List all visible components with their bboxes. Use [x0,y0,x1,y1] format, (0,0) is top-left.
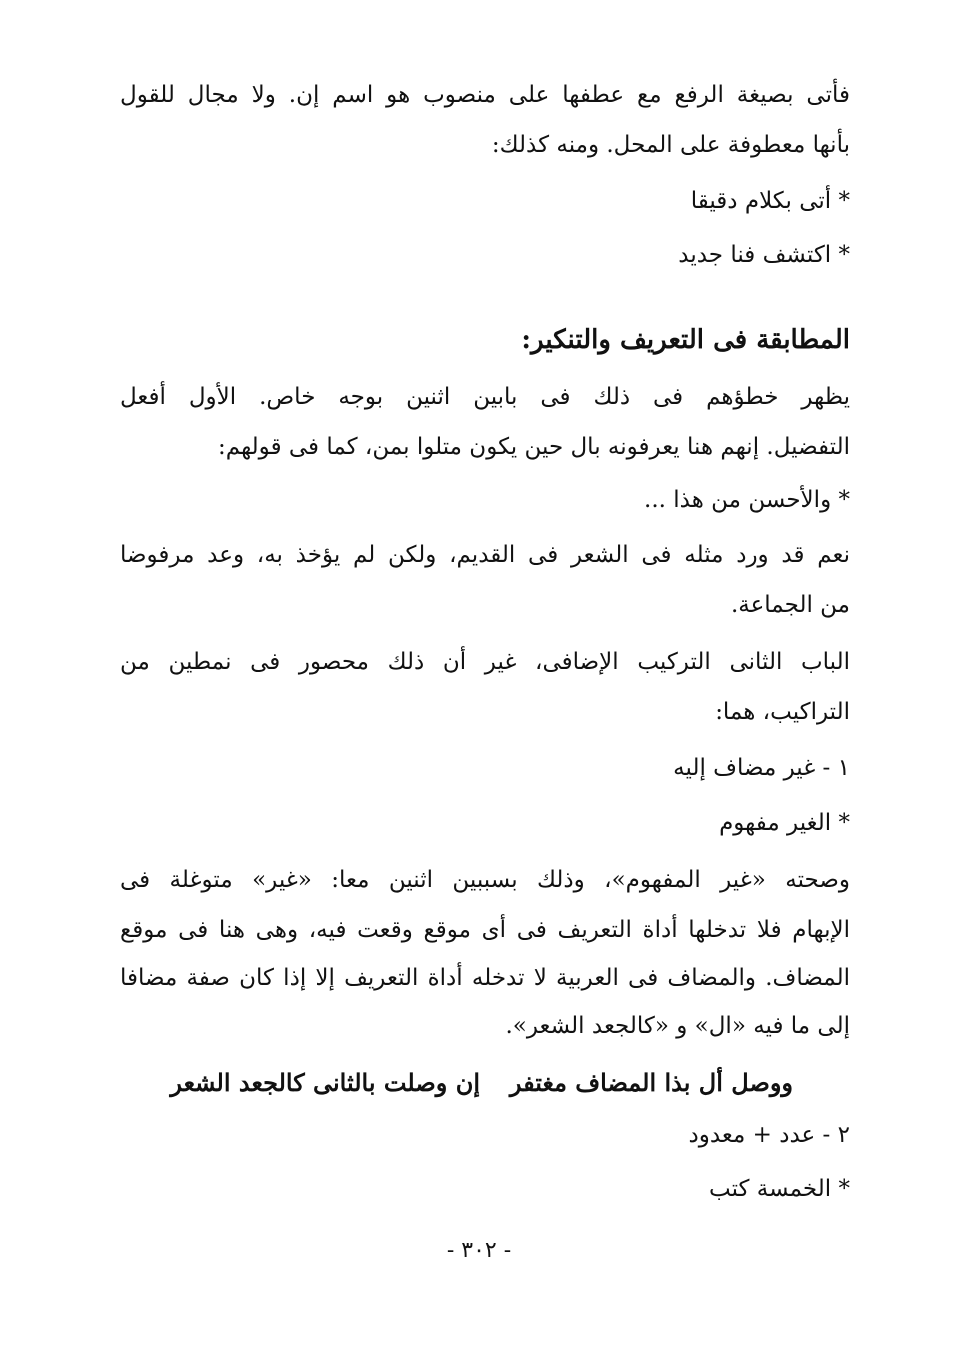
example-item: * الغير مفهوم [719,810,850,836]
verse-first-hemistich: ووصل أل بذا المضاف مغتفر [509,1068,793,1097]
paragraph-line: وصحته «غير المفهوم»، وذلك بسببين اثنين معا: «غير» متوغلة فى [120,867,850,893]
verse-second-hemistich: إن وصلت بالثانى كالجعد الشعر [170,1068,480,1097]
paragraph-line: الباب الثانى التركيب الإضافى، غير أن ذلك محصور فى نمطين من [120,649,850,675]
example-item: * الخمسة كتب [709,1176,850,1202]
paragraph-line: بأنها معطوفة على المحل. ومنه كذلك: [491,132,850,158]
list-item: ١ - غير مضاف إليه [673,755,850,781]
paragraph-line: التفضيل. إنهم هنا يعرفونه بال حين يكون متلوا بمن، كما فى قولهم: [218,434,850,460]
list-item: ٢ - عدد + معدود [688,1122,850,1148]
paragraph-line: التراكيب، هما: [715,699,850,725]
paragraph-line: يظهر خطؤهم فى ذلك فى بابين اثنين بوجه خاص. الأول أفعل [120,384,850,410]
paragraph-line: الإبهام فلا تدخلها أداة التعريف فى أى موقع وقعت فيه، وهى هنا فى موقع [120,917,850,943]
example-item: * أتى بكلام دقيقا [690,188,850,214]
paragraph-line: نعم قد ورد مثله فى الشعر فى القديم، ولكن لم يؤخذ به، وعد مرفوضا [120,542,850,568]
paragraph-line: فأتى بصيغة الرفع مع عطفها على منصوب هو اسم إن. ولا مجال للقول [120,82,850,108]
paragraph-line: المضاف. والمضاف فى العربية لا تدخله أداة التعريف إلا إذا كان صفة مضافا [120,965,850,991]
paragraph-line: من الجماعة. [730,592,850,618]
paragraph-line: إلى ما فيه «ال» و «كالجعد الشعر». [505,1013,850,1039]
page-number: - ٣٠٢ - [446,1238,512,1263]
section-heading: المطابقة فى التعريف والتنكير: [521,325,850,355]
example-item: * والأحسن من هذا ... [644,487,850,513]
example-item: * اكتشف فنا جديد [678,242,850,268]
